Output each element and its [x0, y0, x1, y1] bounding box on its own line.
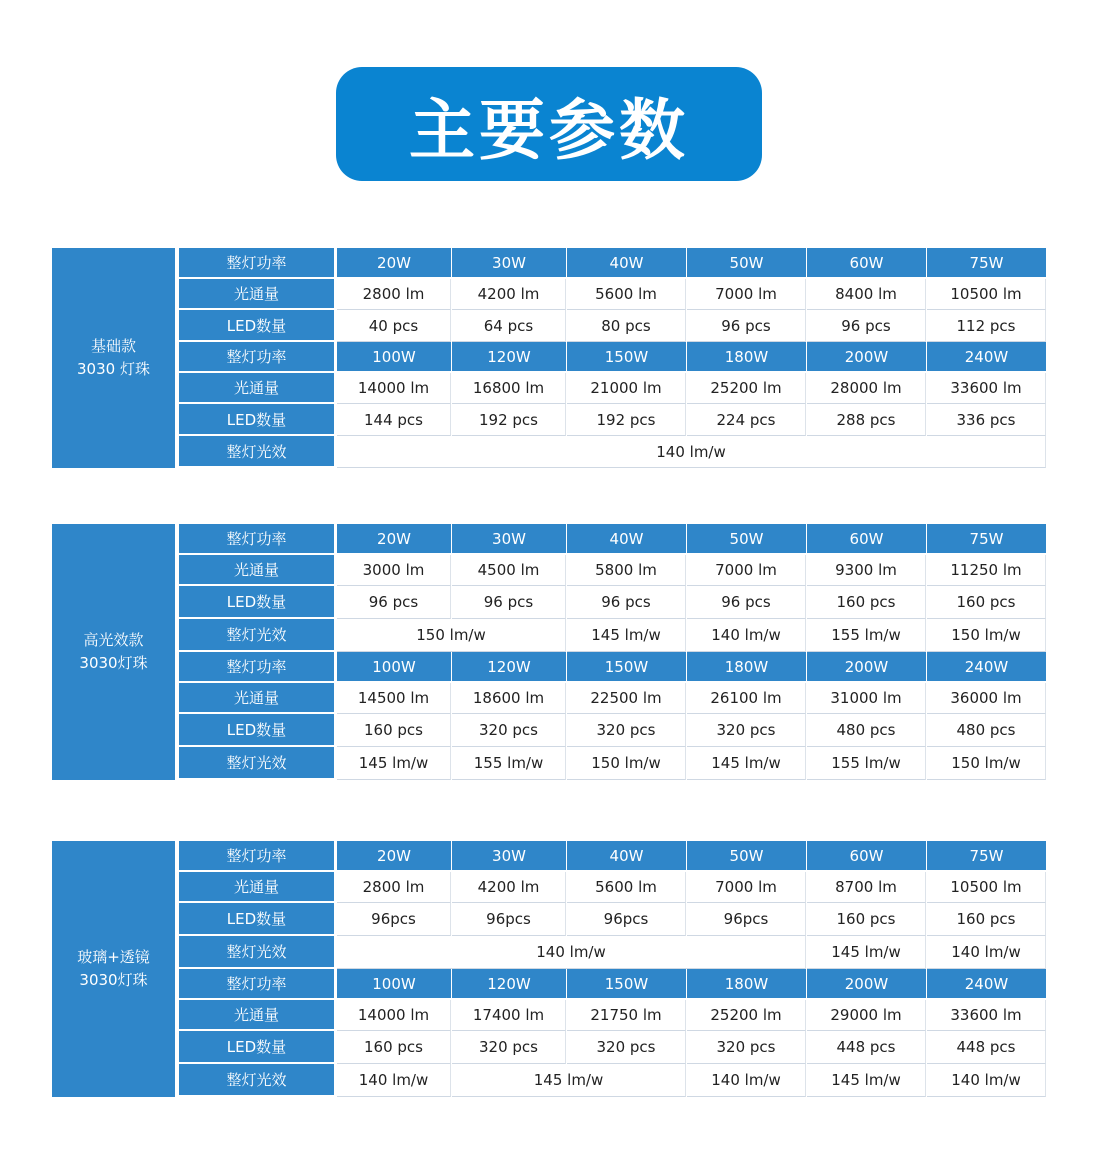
value-cell: 160 pcs: [337, 714, 451, 747]
row-label: 整灯功率: [179, 524, 334, 553]
row-label: 整灯功率: [179, 342, 334, 371]
value-cell: 7000 lm: [687, 872, 806, 903]
value-cell: 22500 lm: [567, 683, 686, 714]
value-cell: 96 pcs: [807, 310, 926, 342]
value-cell: 288 pcs: [807, 404, 926, 436]
value-cell: 21750 lm: [567, 1000, 686, 1031]
power-header-cell: 200W: [807, 969, 926, 998]
power-header-cell: 30W: [452, 248, 566, 277]
value-cell: 140 lm/w: [337, 1064, 451, 1097]
value-cell: 96pcs: [337, 903, 451, 936]
section-label: [52, 248, 175, 468]
value-cell: 5600 lm: [567, 279, 686, 310]
value-cell: 64 pcs: [452, 310, 566, 342]
power-header-cell: 60W: [807, 524, 926, 553]
value-cell: 2800 lm: [337, 872, 451, 903]
power-header-cell: 240W: [927, 969, 1046, 998]
value-cell: 155 lm/w: [807, 619, 926, 652]
value-cell: 10500 lm: [927, 872, 1046, 903]
value-cell: 31000 lm: [807, 683, 926, 714]
value-cell: 320 pcs: [452, 1031, 566, 1064]
value-cell: 26100 lm: [687, 683, 806, 714]
section-label-line: 3030 灯珠: [77, 360, 150, 378]
power-header-cell: 180W: [687, 652, 806, 681]
value-cell: 16800 lm: [452, 373, 566, 404]
power-header-cell: 30W: [452, 841, 566, 870]
value-cell: 140 lm/w: [687, 1064, 806, 1097]
value-cell: 8400 lm: [807, 279, 926, 310]
value-cell: 7000 lm: [687, 279, 806, 310]
value-cell: 150 lm/w: [337, 619, 566, 652]
value-cell: 155 lm/w: [807, 747, 926, 780]
value-cell: 140 lm/w: [927, 1064, 1046, 1097]
row-label: LED数量: [179, 1031, 334, 1062]
section-label-line: 3030灯珠: [79, 971, 148, 989]
value-cell: 145 lm/w: [567, 619, 686, 652]
row-label: 整灯光效: [179, 1064, 334, 1095]
power-header-cell: 100W: [337, 652, 451, 681]
value-cell: 36000 lm: [927, 683, 1046, 714]
value-cell: 112 pcs: [927, 310, 1046, 342]
power-header-cell: 30W: [452, 524, 566, 553]
value-cell: 144 pcs: [337, 404, 451, 436]
section-label-line: 3030灯珠: [79, 654, 148, 672]
value-cell: 96 pcs: [452, 586, 566, 619]
value-cell: 4200 lm: [452, 872, 566, 903]
power-header-cell: 40W: [567, 248, 686, 277]
value-cell: 150 lm/w: [927, 619, 1046, 652]
value-cell: 192 pcs: [567, 404, 686, 436]
power-header-cell: 120W: [452, 652, 566, 681]
power-header-cell: 120W: [452, 342, 566, 371]
power-header-cell: 180W: [687, 342, 806, 371]
value-cell: 140 lm/w: [337, 436, 1046, 468]
value-cell: 3000 lm: [337, 555, 451, 586]
value-cell: 145 lm/w: [687, 747, 806, 780]
row-label: LED数量: [179, 586, 334, 617]
value-cell: 7000 lm: [687, 555, 806, 586]
row-label: LED数量: [179, 310, 334, 340]
page-title: 主要参数: [336, 67, 762, 181]
value-cell: 14500 lm: [337, 683, 451, 714]
value-cell: 320 pcs: [567, 1031, 686, 1064]
value-cell: 21000 lm: [567, 373, 686, 404]
power-header-cell: 50W: [687, 248, 806, 277]
value-cell: 480 pcs: [807, 714, 926, 747]
power-header-cell: 20W: [337, 841, 451, 870]
value-cell: 448 pcs: [927, 1031, 1046, 1064]
value-cell: 96 pcs: [687, 310, 806, 342]
power-header-cell: 240W: [927, 652, 1046, 681]
section-label: [52, 841, 175, 1097]
value-cell: 160 pcs: [807, 903, 926, 936]
power-header-cell: 40W: [567, 841, 686, 870]
spec-table: [179, 248, 1046, 468]
value-cell: 160 pcs: [927, 586, 1046, 619]
power-header-cell: 75W: [927, 248, 1046, 277]
row-label: LED数量: [179, 404, 334, 434]
power-header-cell: 20W: [337, 248, 451, 277]
power-header-cell: 240W: [927, 342, 1046, 371]
power-header-cell: 200W: [807, 652, 926, 681]
row-label: 光通量: [179, 373, 334, 402]
value-cell: 10500 lm: [927, 279, 1046, 310]
power-header-cell: 100W: [337, 969, 451, 998]
spec-table: [179, 524, 1046, 780]
value-cell: 160 pcs: [927, 903, 1046, 936]
value-cell: 14000 lm: [337, 373, 451, 404]
value-cell: 5600 lm: [567, 872, 686, 903]
value-cell: 4500 lm: [452, 555, 566, 586]
spec-section: [52, 841, 1046, 1097]
value-cell: 160 pcs: [807, 586, 926, 619]
value-cell: 96 pcs: [687, 586, 806, 619]
row-label: LED数量: [179, 903, 334, 934]
value-cell: 4200 lm: [452, 279, 566, 310]
row-label: 整灯功率: [179, 248, 334, 277]
section-label: [52, 524, 175, 780]
power-header-cell: 50W: [687, 841, 806, 870]
power-header-cell: 60W: [807, 841, 926, 870]
value-cell: 145 lm/w: [807, 1064, 926, 1097]
value-cell: 448 pcs: [807, 1031, 926, 1064]
row-label: 光通量: [179, 872, 334, 901]
power-header-cell: 120W: [452, 969, 566, 998]
value-cell: 96 pcs: [567, 586, 686, 619]
value-cell: 140 lm/w: [927, 936, 1046, 969]
value-cell: 5800 lm: [567, 555, 686, 586]
value-cell: 8700 lm: [807, 872, 926, 903]
row-label: 整灯光效: [179, 619, 334, 650]
power-header-cell: 50W: [687, 524, 806, 553]
row-label: 光通量: [179, 555, 334, 584]
power-header-cell: 40W: [567, 524, 686, 553]
value-cell: 96pcs: [687, 903, 806, 936]
spec-table: [179, 841, 1046, 1097]
row-label: 整灯光效: [179, 936, 334, 967]
value-cell: 224 pcs: [687, 404, 806, 436]
power-header-cell: 180W: [687, 969, 806, 998]
section-label-line: 玻璃+透镜: [77, 948, 150, 966]
value-cell: 155 lm/w: [452, 747, 566, 780]
value-cell: 145 lm/w: [337, 747, 451, 780]
row-label: 整灯功率: [179, 969, 334, 998]
spec-section: [52, 524, 1046, 780]
value-cell: 2800 lm: [337, 279, 451, 310]
row-label: 光通量: [179, 1000, 334, 1029]
value-cell: 11250 lm: [927, 555, 1046, 586]
value-cell: 96pcs: [452, 903, 566, 936]
value-cell: 25200 lm: [687, 373, 806, 404]
value-cell: 320 pcs: [687, 714, 806, 747]
value-cell: 320 pcs: [452, 714, 566, 747]
value-cell: 96pcs: [567, 903, 686, 936]
value-cell: 145 lm/w: [807, 936, 926, 969]
power-header-cell: 150W: [567, 969, 686, 998]
row-label: 整灯光效: [179, 747, 334, 778]
value-cell: 29000 lm: [807, 1000, 926, 1031]
row-label: 光通量: [179, 279, 334, 308]
value-cell: 14000 lm: [337, 1000, 451, 1031]
value-cell: 336 pcs: [927, 404, 1046, 436]
power-header-cell: 20W: [337, 524, 451, 553]
row-label: 光通量: [179, 683, 334, 712]
power-header-cell: 60W: [807, 248, 926, 277]
value-cell: 160 pcs: [337, 1031, 451, 1064]
value-cell: 150 lm/w: [567, 747, 686, 780]
value-cell: 192 pcs: [452, 404, 566, 436]
value-cell: 33600 lm: [927, 373, 1046, 404]
power-header-cell: 150W: [567, 652, 686, 681]
power-header-cell: 150W: [567, 342, 686, 371]
value-cell: 140 lm/w: [687, 619, 806, 652]
value-cell: 480 pcs: [927, 714, 1046, 747]
value-cell: 320 pcs: [687, 1031, 806, 1064]
spec-section: [52, 248, 1046, 468]
value-cell: 140 lm/w: [337, 936, 806, 969]
row-label: LED数量: [179, 714, 334, 745]
power-header-cell: 100W: [337, 342, 451, 371]
value-cell: 25200 lm: [687, 1000, 806, 1031]
value-cell: 320 pcs: [567, 714, 686, 747]
row-label: 整灯光效: [179, 436, 334, 466]
power-header-cell: 200W: [807, 342, 926, 371]
value-cell: 17400 lm: [452, 1000, 566, 1031]
row-label: 整灯功率: [179, 652, 334, 681]
power-header-cell: 75W: [927, 524, 1046, 553]
section-label-line: 基础款: [90, 337, 136, 355]
value-cell: 28000 lm: [807, 373, 926, 404]
value-cell: 150 lm/w: [927, 747, 1046, 780]
value-cell: 145 lm/w: [452, 1064, 686, 1097]
section-label-line: 高光效款: [83, 631, 144, 649]
value-cell: 33600 lm: [927, 1000, 1046, 1031]
row-label: 整灯功率: [179, 841, 334, 870]
power-header-cell: 75W: [927, 841, 1046, 870]
value-cell: 40 pcs: [337, 310, 451, 342]
value-cell: 9300 lm: [807, 555, 926, 586]
value-cell: 96 pcs: [337, 586, 451, 619]
value-cell: 18600 lm: [452, 683, 566, 714]
value-cell: 80 pcs: [567, 310, 686, 342]
